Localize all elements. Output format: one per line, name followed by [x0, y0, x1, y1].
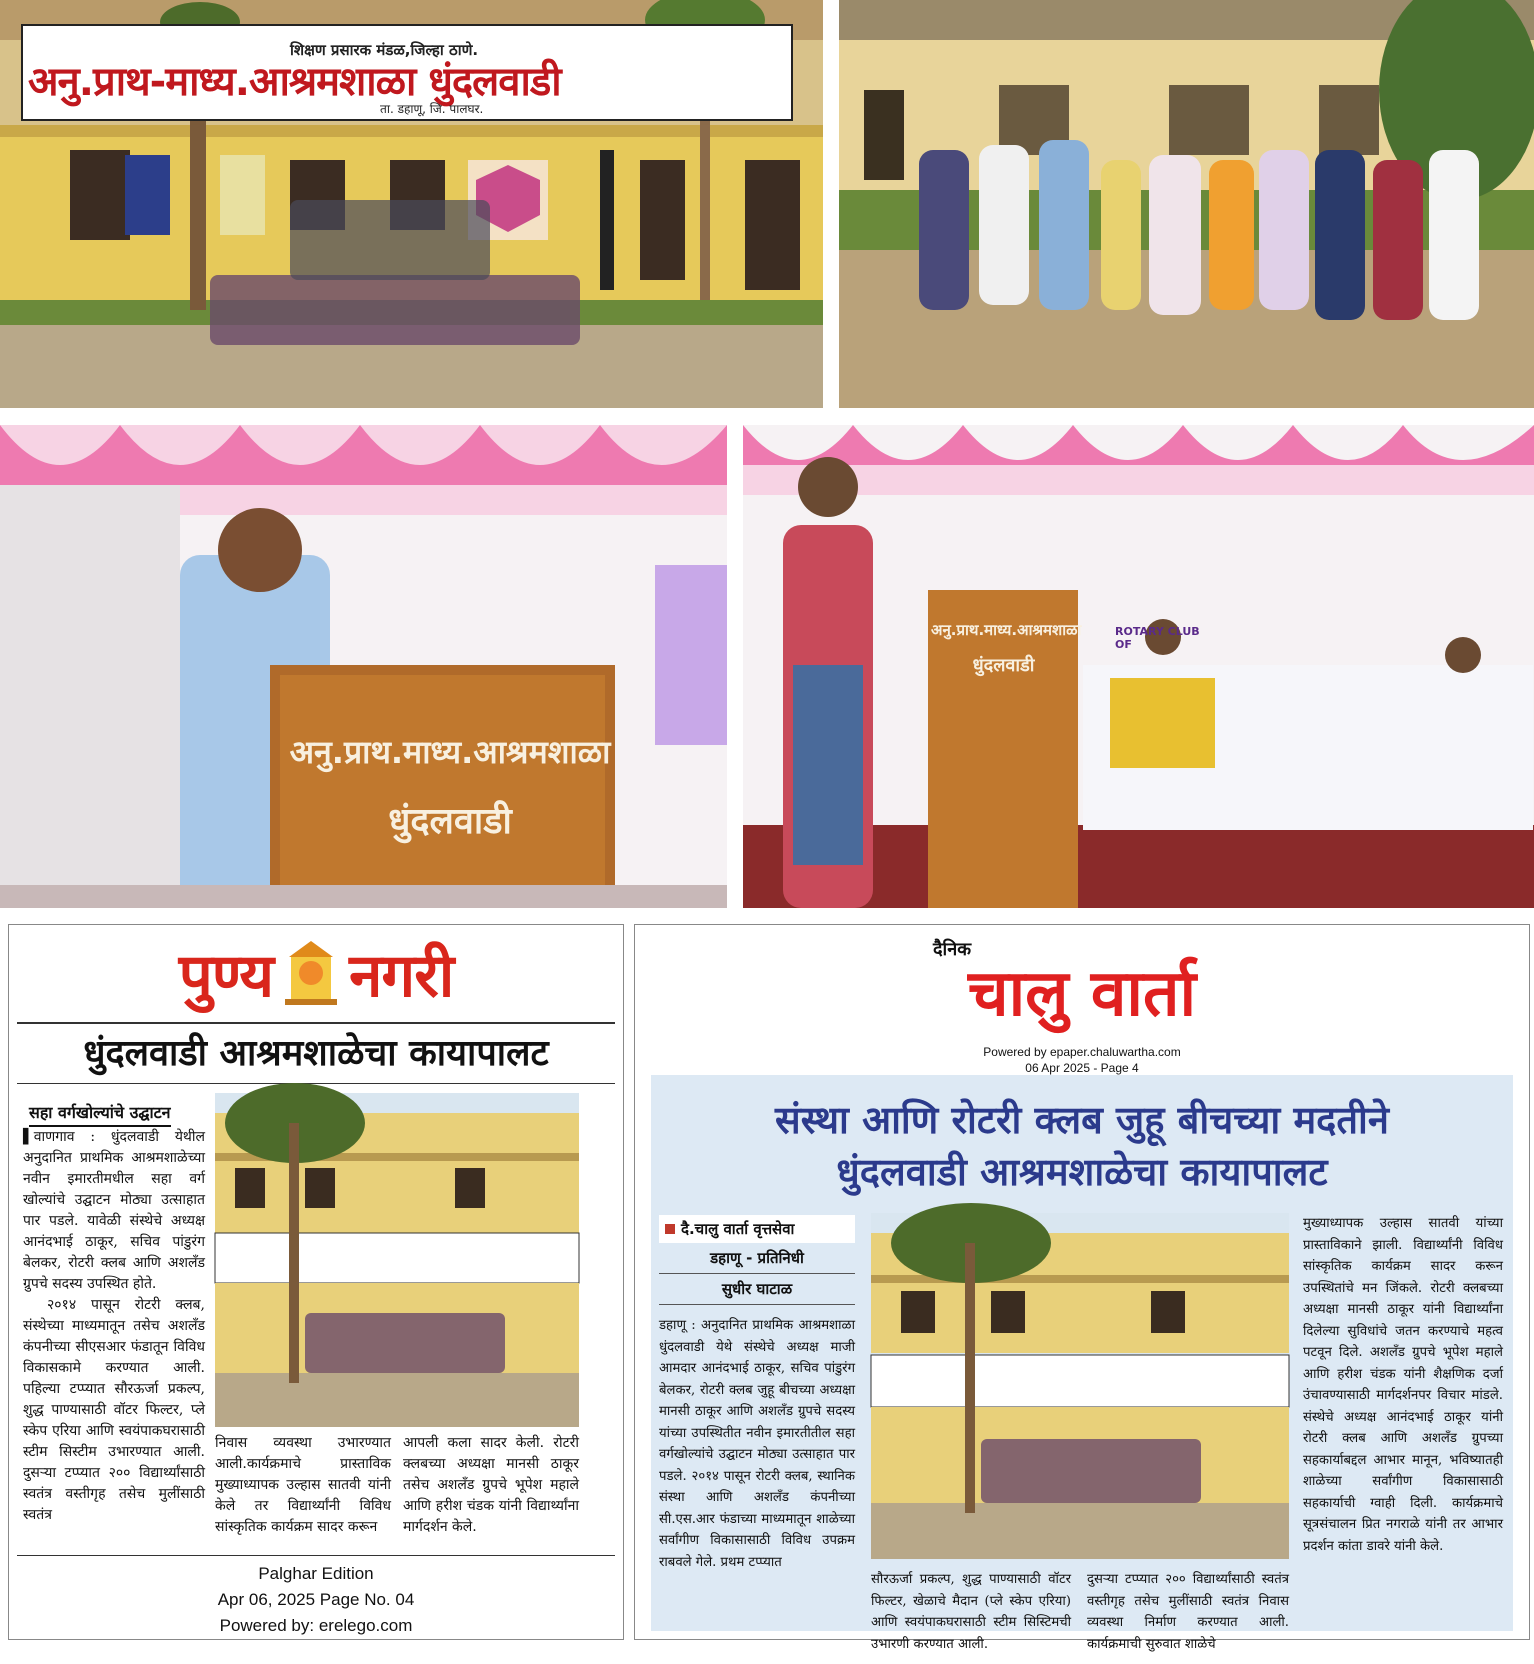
masthead: चालु वार्ता — [967, 957, 1197, 1031]
article-column-2 — [215, 1433, 391, 1538]
article-paragraph-3: दुसऱ्या टप्प्यात २०० विद्यार्थ्यांसाठी स्वतंत्र वस्तीगृह तसेच मुलींसाठी स्वतंत्र निवास व्यवस्था निर्माण करण्यात आली. कार्यक्रमाची सुरुवात शाळेचे — [1087, 1572, 1289, 1652]
newspaper-clipping-chalu-vartha — [634, 924, 1530, 1652]
byline-agency-text: दै.चालु वार्ता वृत्तसेवा — [681, 1220, 795, 1238]
date-page-line: 06 Apr 2025 - Page 4 — [1025, 1061, 1139, 1075]
byline-name: सुधीर घाटाळ — [659, 1274, 855, 1305]
podium-text-line2: धुंदलवाडी — [972, 655, 1035, 676]
photo-speaker-dais — [743, 425, 1534, 908]
article-paragraph-4: मुख्याध्यापक उल्हास सातवी यांच्या प्रास्ताविकाने झाली. विद्यार्थ्यांनी विविध सांस्कृतिक कार्यक्रम सादर करून उपस्थितांचे मन जिंकले. रोटरी क्लबच्या अध्यक्षा मानसी ठाकूर यांनी विद्यार्थ्यांना दिलेल्या सुविधांचे जतन करण्याचे महत्व पटवून दिले. अशलँड ग्रुपचे भूपेश महाले आणि हरीश चंडक यांनी शैक्षणिक दर्जा उंचावण्यासाठी मार्गदर्शनपर विचार मांडले. संस्थेचे अध्यक्ष आनंदभाई ठाकूर यांनी रोटरी क्लब आणि अशलँड ग्रुपच्या सहकार्याबद्दल आभार मानून, भविष्यातही शाळेच्या सर्वांगीण विकासासाठी सहकार्याची ग्वाही दिली. कार्यक्रमाचे सूत्रसंचालन प्रित नगराळे यांनी तर आभार प्रदर्शन कांता डावरे यांनी केले. — [1303, 1216, 1503, 1554]
powered-by-line: Powered by epaper.chaluwartha.com — [983, 1045, 1181, 1059]
bullet-square-icon — [665, 1224, 675, 1234]
photo-speaker-podium-left — [0, 425, 727, 908]
article-column-3 — [1087, 1569, 1289, 1655]
article-paragraph-1: ▌वाणगाव : धुंदलवाडी येथील अनुदानित प्राथमिक आश्रमशाळेच्या नवीन इमारतीमधील सहा वर्ग खोल्यांचे उद्घाटन मोठ्या उत्साहात पार पडले. यावेळी संस्थेचे अध्यक्ष आनंदभाई ठाकूर, सचिव पांडुरंग बेलकर, रोटरी क्लब आणि अशलँड ग्रुपचे सदस्य उपस्थित होते. — [23, 1129, 205, 1292]
article-column-1 — [23, 1127, 205, 1526]
banner-top-text: शिक्षण प्रसारक मंडळ,जिल्हा ठाणे. — [290, 41, 479, 59]
byline-agency — [659, 1215, 855, 1243]
headline: धुंदलवाडी आश्रमशाळेचा कायापालट — [83, 1033, 549, 1074]
article-paragraph-2: सौरऊर्जा प्रकल्प, शुद्ध पाण्यासाठी वॉटर फिल्टर, खेळाचे मैदान (प्ले स्केप एरिया) आणि स्वयंपाकघरासाठी स्टीम सिस्टिमची उभारणी करण्यात आली. — [871, 1572, 1071, 1652]
article-body — [651, 1075, 1513, 1652]
article-column-2 — [871, 1569, 1071, 1655]
headline-line-1: संस्था आणि रोटरी क्लब जुहू बीचच्या मदतीने — [775, 1098, 1389, 1142]
article-column-3 — [403, 1433, 579, 1538]
article-column-4 — [1303, 1213, 1503, 1557]
photo-school-building-group — [0, 0, 823, 408]
edition-line-2: Apr 06, 2025 Page No. 04 — [217, 1590, 415, 1609]
headline-rule — [17, 1083, 615, 1084]
byline-place: डहाणू - प्रतिनिधी — [659, 1243, 855, 1274]
article-paragraph-3: निवास व्यवस्था उभारण्यात आली.कार्यक्रमाचे प्रास्ताविक मुख्याध्यापक उल्हास सातवी यांनी केले तर विद्यार्थ्यांनी विविध सांस्कृतिक कार्यक्रम सादर करून — [215, 1435, 391, 1535]
subheadline: सहा वर्गखोल्यांचे उद्घाटन — [29, 1101, 171, 1127]
banner-sub-text: ता. डहाणू, जि. पालघर. — [380, 102, 484, 116]
masthead-left-word: पुण्य — [178, 941, 274, 1011]
podium-text-line1: अनु.प्राथ.माध्य.आश्रमशाळा — [931, 621, 1082, 639]
photo-guests-group — [839, 0, 1534, 408]
backdrop-banner-text: ROTARY CLUB OF — [1115, 625, 1200, 651]
podium-text-line2: धुंदलवाडी — [388, 801, 512, 842]
masthead-right-word: नगरी — [349, 941, 454, 1011]
headline-line-2: धुंदलवाडी आश्रमशाळेचा कायापालट — [836, 1150, 1328, 1194]
edition-line-3: Powered by: erelego.com — [219, 1616, 413, 1635]
banner-main-text: अनु.प्राथ-माध्य.आश्रमशाळा धुंदलवाडी — [28, 59, 561, 105]
newspaper-clipping-punya-nagari — [8, 924, 624, 1640]
article-photo-school — [215, 1093, 579, 1427]
ganesha-logo-icon — [281, 939, 341, 1007]
article-photo-school — [871, 1213, 1289, 1559]
article-paragraph-2: २०१४ पासून रोटरी क्लब, संस्थेच्या माध्यमातून तसेच अशलँड कंपनीच्या सीएसआर फंडातून विविध विकासकामे करण्यात आली. पहिल्या टप्प्यात सौरऊर्जा प्रकल्प, शुद्ध पाण्यासाठी वॉटर फिल्टर, प्ले स्केप एरिया आणि स्वयंपाकघरासाठी स्टीम सिस्टीम उभारण्यात आली. दुसऱ्या टप्प्यात २०० विद्यार्थ्यांसाठी स्वतंत्र वस्तीगृह तसेच मुलींसाठी स्वतंत्र — [23, 1297, 205, 1523]
masthead — [9, 933, 623, 1013]
edition-line-1: Palghar Edition — [258, 1564, 374, 1583]
byline-box — [659, 1215, 855, 1305]
article-paragraph-1: डहाणू : अनुदानित प्राथमिक आश्रमशाळा धुंदलवाडी येथे संस्थेचे अध्यक्ष माजी आमदार आनंदभाई ठाकूर, सचिव पांडुरंग बेलकर, रोटरी क्लब जुहू बीचच्या अध्यक्षा मानसी ठाकूर आणि अशलँड ग्रुपचे सदस्य यांच्या उपस्थितीत नवीन इमारतीतील सहा वर्गखोल्यांचे उद्घाटन मोठ्या उत्साहात पार पडले. २०१४ पासून रोटरी क्लब, स्थानिक संस्था आणि अशलँड कंपनीच्या सी.एस.आर फंडाच्या माध्यमातून शाळेच्या सर्वांगीण विकासासाठी विविध उपक्रम राबवले गेले. प्रथम टप्प्यात — [659, 1318, 855, 1570]
masthead-rule — [17, 1022, 615, 1024]
article-paragraph-4: आपली कला सादर केली. रोटरी क्लबच्या अध्यक्षा मानसी ठाकूर तसेच अशलँड ग्रुपचे भूपेश महाले आणि हरीश चंडक यांनी विद्यार्थ्यांना मार्गदर्शन केले. — [403, 1435, 579, 1535]
footer-rule — [17, 1555, 615, 1556]
podium-text-line1: अनु.प्राथ.माध्य.आश्रमशाळा — [289, 733, 611, 771]
article-column-1 — [659, 1315, 855, 1573]
brand-prefix: दैनिक — [933, 939, 972, 960]
